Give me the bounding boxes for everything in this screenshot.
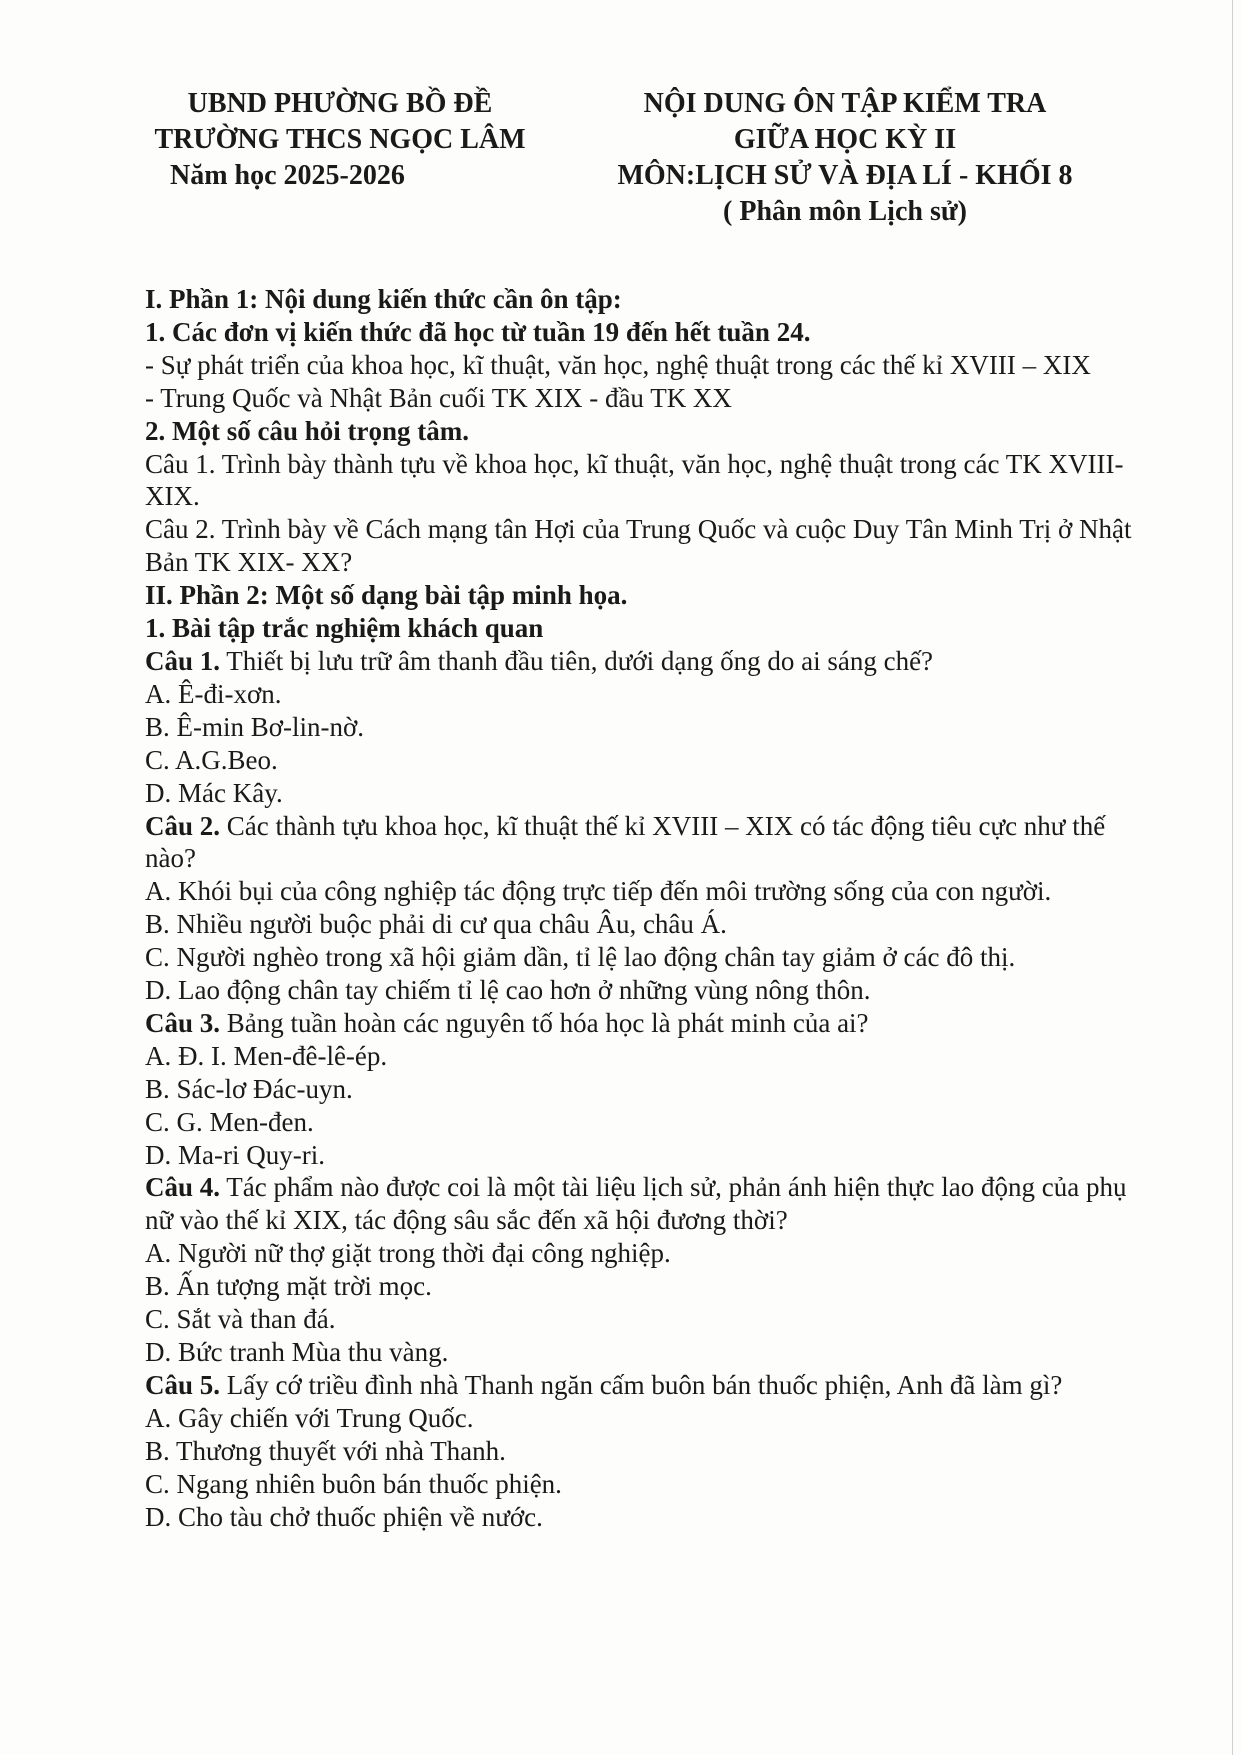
district-name: UBND PHƯỜNG BỒ ĐỀ (187, 88, 493, 119)
question (145, 1007, 1145, 1040)
answer-option: D. Ma-ri Quy-ri. (145, 1139, 325, 1170)
question-text: Các thành tựu khoa học, kĩ thuật thế kỉ XVIII – XIX có tác động tiêu cực như thế nào? (145, 810, 1106, 874)
answer-option: C. A.G.Beo. (145, 744, 278, 775)
doc-subject: MÔN:LỊCH SỬ VÀ ĐỊA LÍ - KHỐI 8 (617, 160, 1073, 191)
answer-option: D. Lao động chân tay chiếm tỉ lệ cao hơn ở những vùng nông thôn. (145, 975, 871, 1006)
question-label: Câu 1. (145, 645, 221, 676)
header-right (595, 86, 1095, 230)
answer-option: A. Khói bụi của công nghiệp tác động trực tiếp đến môi trường sống của con người. (145, 876, 1052, 907)
answer-option: A. Ê-đi-xơn. (145, 678, 282, 709)
question (145, 1171, 1145, 1237)
question-label: Câu 2. (145, 810, 221, 841)
answer-option: C. G. Men-đen. (145, 1106, 314, 1137)
knowledge-item: - Trung Quốc và Nhật Bản cuối TK XIX - đầu TK XX (145, 382, 732, 413)
doc-term: GIỮA HỌC KỲ II (733, 124, 957, 155)
question-text: Lấy cớ triều đình nhà Thanh ngăn cấm buôn bán thuốc phiện, Anh đã làm gì? (220, 1369, 1063, 1400)
answer-option: C. Sắt và than đá. (145, 1304, 336, 1335)
school-name: TRƯỜNG THCS NGỌC LÂM (154, 124, 526, 155)
question-text: Thiết bị lưu trữ âm thanh đầu tiên, dưới dạng ống do ai sáng chế? (220, 645, 934, 676)
knowledge-item: - Sự phát triển của khoa học, kĩ thuật, văn học, nghệ thuật trong các thế kỉ XVIII – XIX (145, 349, 1091, 380)
page-edge-divider (1232, 0, 1233, 1755)
question-text: Tác phẩm nào được coi là một tài liệu lịch sử, phản ánh hiện thực lao động của phụ nữ vào thế kỉ XIX, tác động sâu sắc đến xã hội đương thời? (145, 1172, 1127, 1236)
school-year: Năm học 2025-2026 (170, 160, 405, 191)
question-label: Câu 4. (145, 1172, 221, 1203)
section1-sub1-title: 1. Các đơn vị kiến thức đã học từ tuần 19 đến hết tuần 24. (145, 316, 811, 347)
answer-option: B. Nhiều người buộc phải di cư qua châu Âu, châu Á. (145, 909, 727, 940)
answer-option: B. Ê-min Bơ-lin-nờ. (145, 711, 365, 742)
question-label: Câu 5. (145, 1369, 221, 1400)
answer-option: B. Ấn tượng mặt trời mọc. (145, 1271, 432, 1302)
doc-subsubject: ( Phân môn Lịch sử) (723, 196, 967, 227)
document-body (145, 283, 1145, 1533)
section2-sub1-title: 1. Bài tập trắc nghiệm khách quan (145, 613, 544, 644)
answer-option: B. Thương thuyết với nhà Thanh. (145, 1435, 506, 1466)
doc-title: NỘI DUNG ÔN TẬP KIỂM TRA (643, 88, 1047, 119)
question (145, 1369, 1145, 1402)
answer-option: D. Cho tàu chở thuốc phiện về nước. (145, 1501, 543, 1532)
answer-option: A. Đ. I. Men-đê-lê-ép. (145, 1040, 388, 1071)
question-text: Bảng tuần hoàn các nguyên tố hóa học là phát minh của ai? (220, 1007, 869, 1038)
question (145, 645, 1145, 678)
answer-option: A. Gây chiến với Trung Quốc. (145, 1402, 474, 1433)
answer-option: A. Người nữ thợ giặt trong thời đại công nghiệp. (145, 1238, 671, 1269)
answer-option: D. Mác Kây. (145, 777, 283, 808)
section1-sub2-title: 2. Một số câu hỏi trọng tâm. (145, 415, 469, 446)
section1-title: I. Phần 1: Nội dung kiến thức cần ôn tập: (145, 284, 622, 314)
question (145, 810, 1145, 876)
answer-option: C. Ngang nhiên buôn bán thuốc phiện. (145, 1468, 562, 1499)
question-label: Câu 3. (145, 1007, 221, 1038)
key-question: Câu 2. Trình bày về Cách mạng tân Hợi của Trung Quốc và cuộc Duy Tân Minh Trị ở Nhật Bản TK XIX- XX? (145, 514, 1132, 578)
answer-option: C. Người nghèo trong xã hội giảm dần, tỉ lệ lao động chân tay giảm ở các đô thị. (145, 942, 1016, 973)
section2-title: II. Phần 2: Một số dạng bài tập minh họa. (145, 580, 628, 611)
header-left (140, 86, 540, 194)
answer-option: B. Sác-lơ Đác-uyn. (145, 1073, 353, 1104)
key-question: Câu 1. Trình bày thành tựu về khoa học, kĩ thuật, văn học, nghệ thuật trong các TK XVIII- XIX. (145, 448, 1124, 512)
answer-option: D. Bức tranh Mùa thu vàng. (145, 1337, 449, 1367)
